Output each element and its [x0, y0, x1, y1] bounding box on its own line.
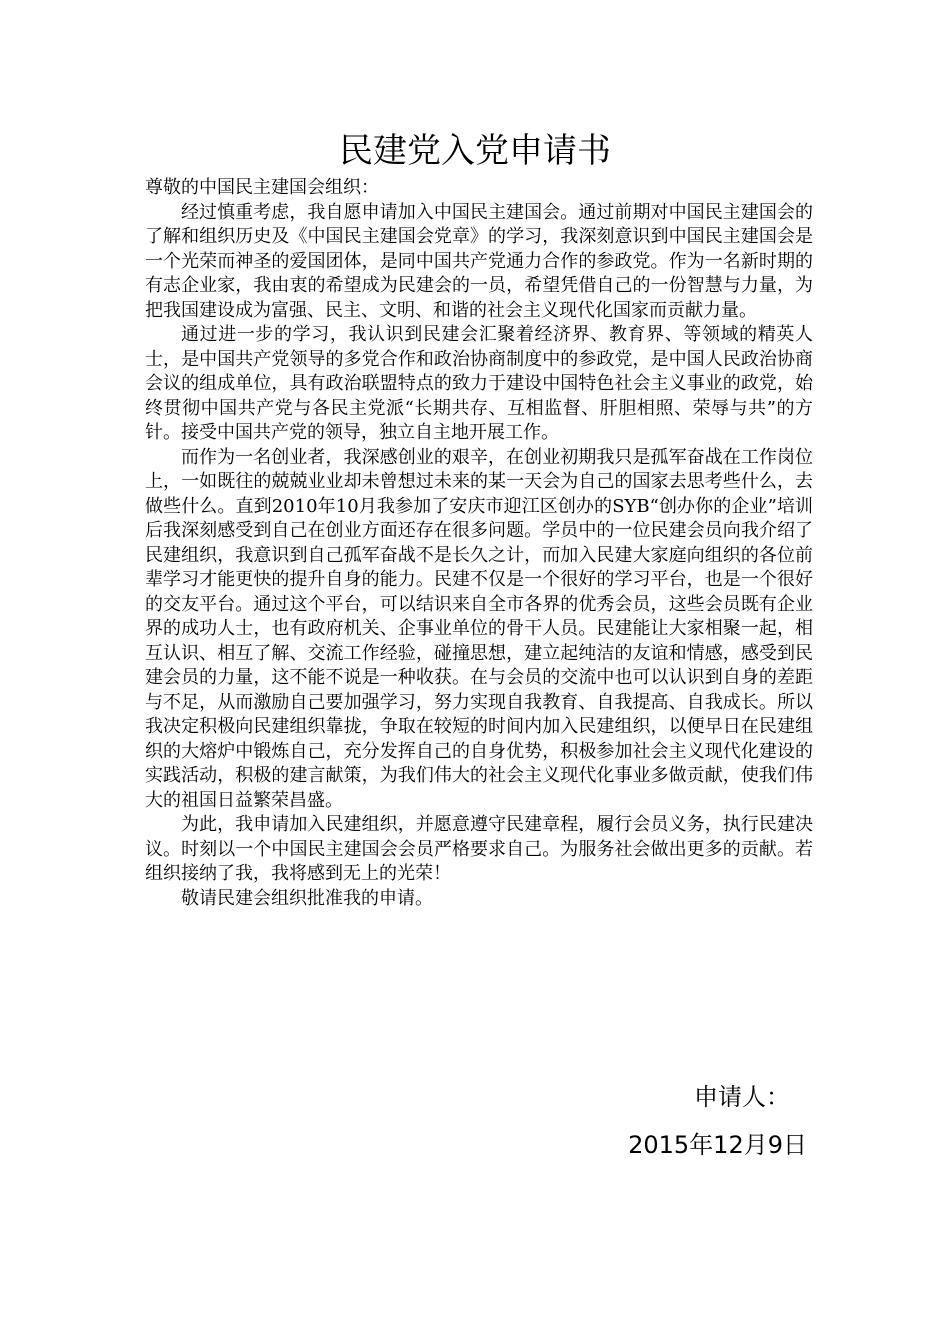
letter-body	[145, 176, 813, 911]
paragraph-understanding: 通过进一步的学习，我认识到民建会汇聚着经济界、教育界、等领域的精英人士，是中国共产党领导的多党合作和政治协商制度中的参政党，是中国人民政治协商会议的组成单位，具有政治联盟特点的致力于建设中国特色社会主义事业的政党，始终贯彻中国共产党与各民主党派“长期共存、互相监督、肝胆相照、荣辱与共”的方针。接受中国共产党的领导，独立自主地开展工作。	[145, 324, 813, 443]
paragraph-intro: 经过慎重考虑，我自愿申请加入中国民主建国会。通过前期对中国民主建国会的了解和组织历史及《中国民主建国会党章》的学习，我深刻意识到中国民主建国会是一个光荣而神圣的爱国团体，是同中国共产党通力合作的参政党。作为一名新时期的有志企业家，我由衷的希望成为民建会的一员，希望凭借自己的一份智慧与力量，为把我国建设成为富强、民主、文明、和谐的社会主义现代化国家而贡献力量。	[145, 201, 813, 321]
paragraph-experience: 而作为一名创业者，我深感创业的艰辛，在创业初期我只是孤军奋战在工作岗位上，一如既往的兢兢业业却未曾想过未来的某一天会为自己的国家去思考些什么，去做些什么。直到2010年10月我参加了安庆市迎江区创办的SYB“创办你的企业”培训后我深刻感受到自己在创业方面还存在很多问题。学员中的一位民建会员向我介绍了民建组织，我意识到自己孤军奋战不是长久之计，而加入民建大家庭向组织的各位前辈学习才能更快的提升自身的能力。民建不仅是一个很好的学习平台，也是一个很好的交友平台。通过这个平台，可以结识来自全市各界的优秀会员，这些会员既有企业界的成功人士，也有政府机关、企事业单位的骨干人员。民建能让大家相聚一起，相互认识、相互了解、交流工作经验，碰撞思想，建立起纯洁的友谊和情感，感受到民建会员的力量，这不能不说是一种收获。在与会员的交流中也可以认识到自身的差距与不足，从而激励自己要加强学习，努力实现自我教育、自我提高、自我成长。所以我决定积极向民建组织靠拢，争取在较短的时间内加入民建组织，以便早日在民建组织的大熔炉中锻炼自己，充分发挥自己的自身优势，积极参加社会主义现代化建设的实践活动，积极的建言献策，为我们伟大的社会主义现代化事业多做贡献，使我们伟大的祖国日益繁荣昌盛。	[145, 446, 813, 811]
paragraph-commitment: 为此，我申请加入民建组织，并愿意遵守民建章程，履行会员义务，执行民建决议。时刻以一个中国民主建国会会员严格要求自己。为服务社会做出更多的贡献。若组织接纳了我，我将感到无上的光荣！	[145, 814, 813, 884]
salutation: 尊敬的中国民主建国会组织：	[145, 177, 379, 198]
paragraph-closing: 敬请民建会组织批准我的申请。	[181, 887, 433, 909]
document-title: 民建党入党申请书	[339, 131, 611, 171]
applicant-signature-label: 申请人：	[694, 1083, 790, 1111]
application-date: 2015年12月9日	[628, 1131, 807, 1159]
